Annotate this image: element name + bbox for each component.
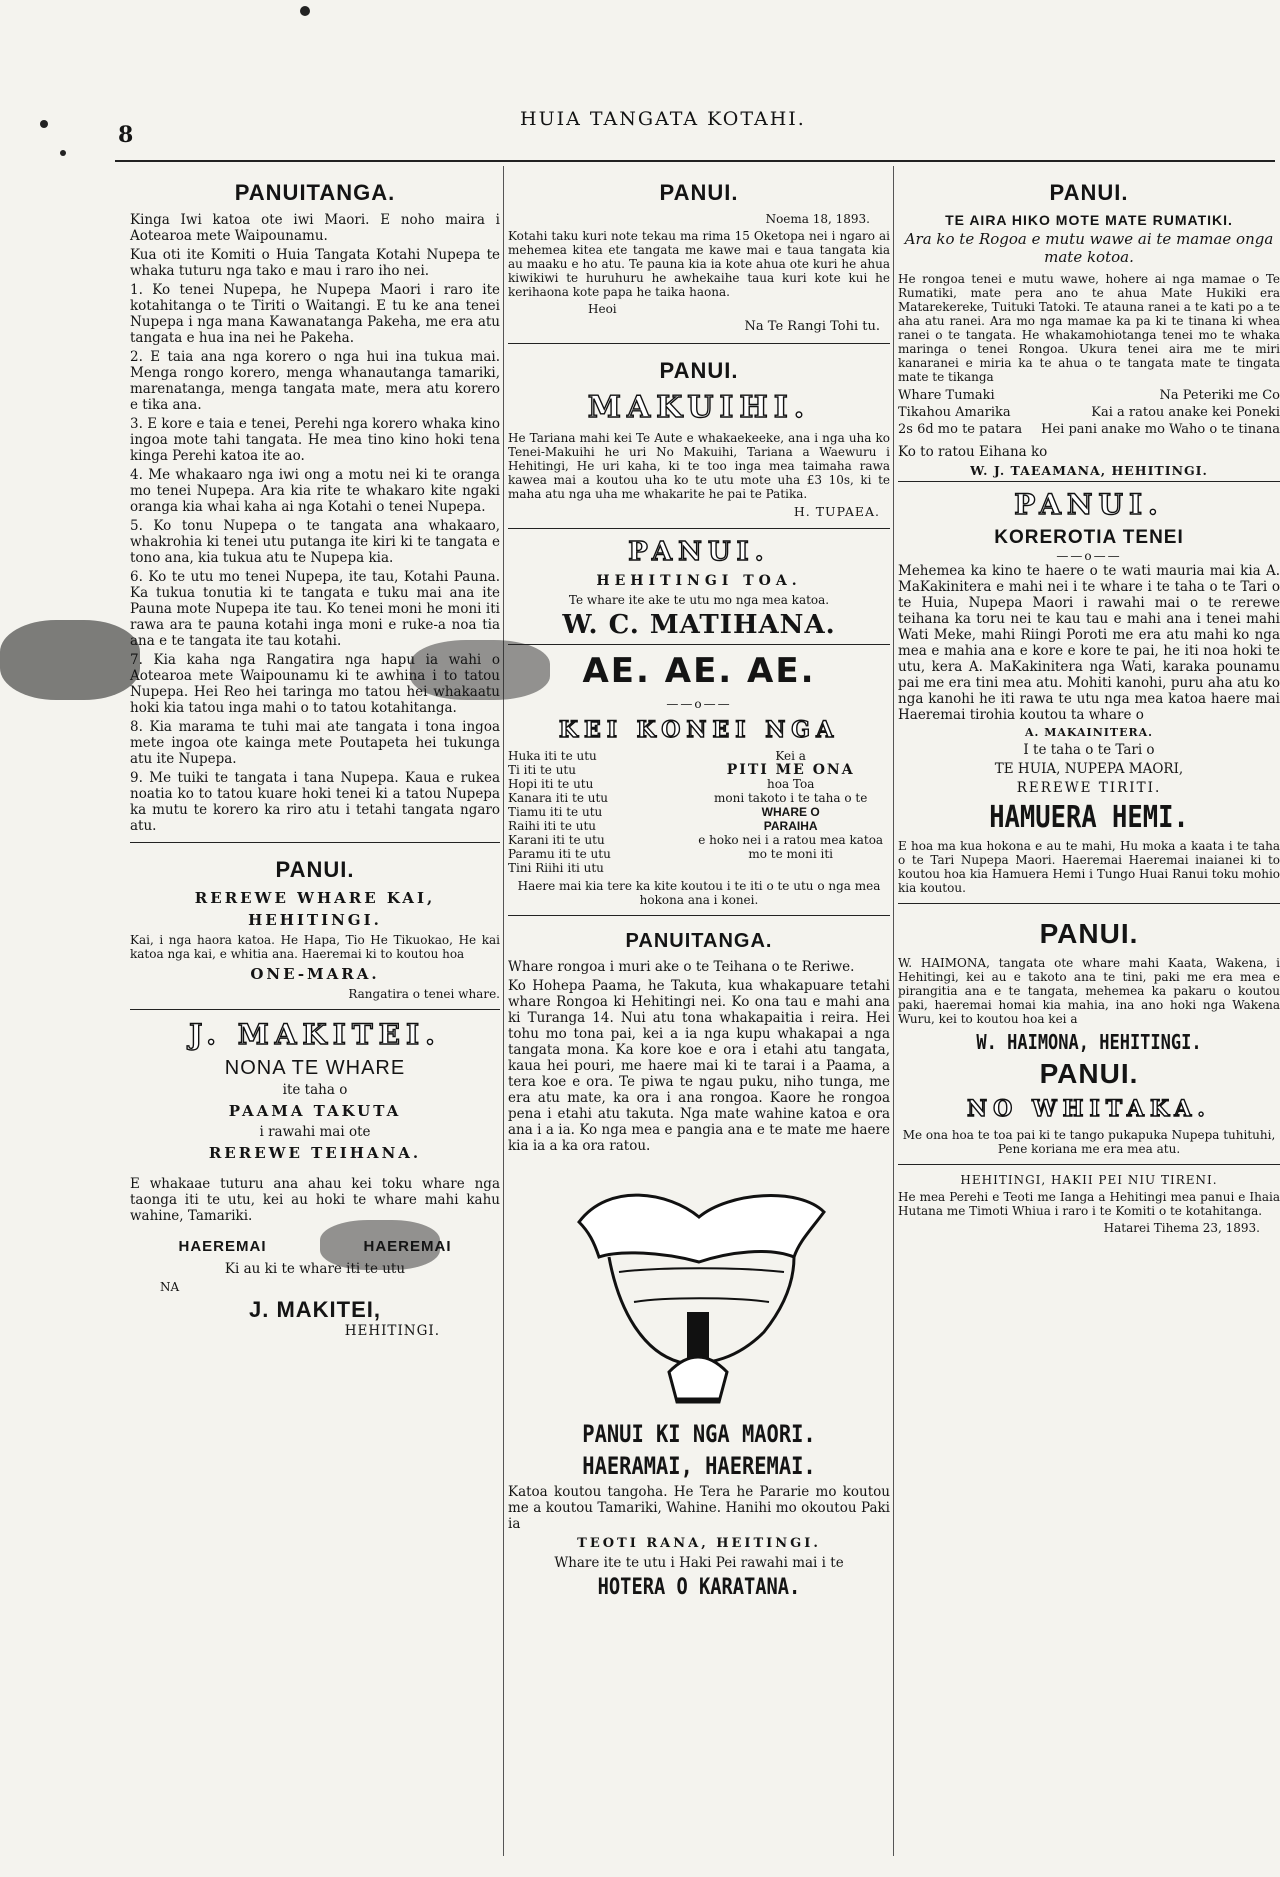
agent-row — [898, 404, 1280, 421]
makitei-na: NA — [160, 1280, 180, 1294]
column-divider-2 — [893, 166, 894, 1856]
panuitanga-item-8: 8. Kia marama te tuhi mai ate tangata i tona ingoa mete ingoa ote kainga mete Poutapeta hei tukunga atu ite Nupepa. — [130, 719, 500, 767]
header-rule — [115, 160, 1275, 162]
imprint-body: He mea Perehi e Teoti me Ianga a Hehitingi mea panui e Ihaia Hutana me Timoti Whiua i raro i te Komiti o te kotahitanga. — [898, 1190, 1280, 1218]
rumatiki-heading: PANUI. — [1049, 180, 1129, 205]
ae-item: Raihi iti te utu — [508, 819, 597, 833]
imprint-date: Hatarei Tihema 23, 1893. — [1103, 1221, 1260, 1235]
divider — [508, 915, 890, 916]
saddle-hotel: HOTERA O KARATANA. — [597, 1575, 801, 1600]
korerotia-body: Mehemea ka kino te haere o te wati mauria mai kia A. MaKakinitera e mahi nei i te whare i te taha o te Tari o te Huia, Nupepa Maori i rawahi mai o te rerewe teihana ka toru nei te kau tau e mahi ana i tenei mahi Wati Meke, mahi Riingi Poroti me era atu mahi ko nga mea e mahia ana e kore e kore te pai, he iti noa hoki te utu, kera A. MaKakinitera nga Wati, karaka pounamu pai me era tini mea atu. Mohiti kanohi, puru aha atu ko nga kanohi he iti rawa te utu nga mea katoa haere mai Haeremai tirohia koutou ta whare o — [898, 563, 1280, 723]
rerewe-place: HEHITINGI. — [248, 911, 382, 929]
ae-items — [508, 749, 691, 875]
saddle-heading: PANUI KI NGA MAORI. — [582, 1420, 816, 1448]
panuitanga-item-4: 4. Me whakaaro nga iwi ong a motu nei ki te oranga mo tenei Nupepa. Ara kia rite te whakaro kite ngaki oranga kia whai kaha ai nga Kotahi o tenei Nupepa. — [130, 467, 500, 515]
running-title: HUIA TANGATA KOTAHI. — [520, 108, 806, 130]
matihana-place: HEHITINGI TOA. — [596, 573, 802, 589]
divider — [508, 343, 890, 344]
korerotia-signature: A. MAKAINITERA. — [1025, 726, 1153, 739]
rerewe-footer: Rangatira o tenei whare. — [348, 987, 500, 1001]
agent-left: Tikahou Amarika — [898, 405, 1011, 420]
dash-ornament: ——o—— — [1056, 549, 1122, 563]
ink-speck — [40, 120, 48, 128]
panuitanga-heading: PANUITANGA. — [234, 180, 396, 205]
rumatiki-title: TE AIRA HIKO MOTE MATE RUMATIKI. — [945, 212, 1233, 228]
makitei-line3: PAAMA TAKUTA — [228, 1102, 402, 1120]
ae-r4: moni takoto i te taha o te — [713, 791, 868, 805]
saddle-illustration — [549, 1162, 849, 1412]
column-3 — [898, 166, 1280, 1238]
makitei-line6: Ki au ki te whare iti te utu — [224, 1261, 406, 1277]
panui-heading: PANUI. — [659, 180, 739, 205]
makitei-line4: i rawahi mai ote — [259, 1124, 371, 1140]
matihana-heading: PANUI. — [628, 537, 770, 567]
ae-r1: Kei a — [775, 749, 806, 763]
column-divider-1 — [503, 166, 504, 1856]
ae-price-list — [508, 749, 890, 875]
panuitanga-item-6: 6. Ko te utu mo tenei Nupepa, ite tau, Kotahi Pauna. Ka tukua tonutia ki te tangata e tuku mai ana ite Pauna mote Nupepa ite tau. Ko tenei moni he moni iti rawa ara te pauna kotahi inga moni e ruke-a noa tia ana e te tangata ite tau kotahi. — [130, 569, 500, 649]
divider — [130, 1009, 500, 1010]
saddle-body: Katoa koutou tangoha. He Tera he Pararie mo koutou me a koutou Tamariki, Wahine. Hanihi mo okoutou Paki ia — [508, 1484, 890, 1532]
makitei-line2: ite taha o — [282, 1082, 348, 1098]
whitaka-heading: PANUI. — [1039, 1058, 1139, 1089]
ae-item: Hopi iti te utu — [508, 777, 594, 791]
ae-r7: e hoko nei i a ratou mea katoa mo te moni iti — [698, 833, 884, 861]
rumatiki-body: He rongoa tenei e mutu wawe, hohere ai nga mamae o Te Rumatiki, mate pera ano te ahua Mate Hukiki era Matarekereke, Tuituki Tatoki. Te atauna ranei a te kati po a te aha atu ranei. Ara mo nga mamae ka pa ki te tinana ki whea ranei o te tangata. He whakamohiotanga tenei mo te whaka maringa o tenei Rongoa. Ukura tenei aira me te miri kanaranei e miria ka te ahua o te tangata mate te tingata mate te tikanga — [898, 272, 1280, 384]
makitei-greet-b: HAEREMAI — [363, 1238, 452, 1255]
agent-row — [898, 387, 1280, 404]
rumatiki-footer: Ko to ratou Eihana ko — [898, 444, 1048, 460]
panuitanga2-heading: PANUITANGA. — [625, 930, 773, 952]
ae-title: AE. AE. AE. — [582, 651, 816, 691]
panuitanga-intro: Kinga Iwi katoa ote iwi Maori. E noho maira i Aotearoa mete Waipounamu. — [130, 212, 500, 244]
panui-date: Noema 18, 1893. — [765, 212, 870, 226]
makitei-body: E whakaae tuturu ana ahau kei toku whare nga taonga iti te utu, kei au hoki te whare mahi kahu wahine, Tamariki. — [130, 1176, 500, 1224]
whitaka-title: NO WHITAKA. — [967, 1096, 1211, 1122]
agent-right: Kai a ratou anake kei Poneki — [1091, 405, 1280, 420]
makitei-signature: J. MAKITEI, — [248, 1297, 381, 1322]
ae-r6: PARAIHA — [763, 819, 818, 833]
rumatiki-signature: W. J. TAEAMANA, HEHITINGI. — [970, 463, 1208, 478]
haimona-body: W. HAIMONA, tangata ote whare mahi Kaata, Wakena, i Hehitingi, kei au e takoto ana te tini, paki me era mea e pirangitia ana e te tangata, mehemea ka pakaru o koutou paki, haeremai homai kia mahia, ina ano hoki nga Wakena Wuru, kei to koutou hoa kei a — [898, 956, 1280, 1026]
saddle-name: TEOTI RANA, HEITINGI. — [577, 1536, 821, 1551]
column-1 — [130, 166, 500, 1342]
ae-item: Ti iti te utu — [508, 763, 576, 777]
ae-item: Karani iti te utu — [508, 833, 605, 847]
panuitanga-item-1: 1. Ko tenei Nupepa, he Nupepa Maori i raro ite kotahitanga o te Tiriti o Waitangi. E tu ke ana tenei Nupepa i nga mana Kawanatanga Pakeha, me era atu tangata e hua ina nei he Pakeha. — [130, 282, 500, 346]
column-2 — [508, 166, 890, 1604]
ink-speck — [60, 150, 66, 156]
haimona-signature: W. HAIMONA, HEHITINGI. — [976, 1030, 1202, 1054]
panuitanga-item-2: 2. E taia ana nga korero o nga hui ina tukua mai. Menga rongo korero, menga whanautanga tamariki, marenatanga, menga tangata mate, mera atu korero e tika ana. — [130, 349, 500, 413]
agent-left: Whare Tumaki — [898, 388, 995, 403]
korerotia-line2: TE HUIA, NUPEPA MAORI, — [994, 761, 1184, 777]
divider — [898, 1164, 1280, 1165]
makitei-place: HEHITINGI. — [344, 1323, 440, 1339]
page-number: 8 — [118, 122, 134, 148]
ae-item: Tini Riihi iti utu — [508, 861, 604, 875]
rerewe-name: ONE-MARA. — [250, 965, 380, 983]
ae-vendor — [691, 749, 890, 875]
ink-speck — [300, 6, 310, 16]
agent-right: Hei pani anake mo Waho o te tinana — [1041, 422, 1280, 437]
imprint-heading: HEHITINGI, HAKII PEI NIU TIRENI. — [960, 1173, 1218, 1187]
panuitanga2-p1: Whare rongoa i muri ake o te Teihana o te Reriwe. — [508, 959, 855, 975]
korerotia-title: KOREROTIA TENEI — [994, 527, 1184, 548]
ae-r5: WHARE O — [761, 805, 820, 819]
makitei-line1: NONA TE WHARE — [224, 1057, 406, 1079]
makuihi-title: MAKUIHI. — [587, 390, 811, 425]
panuitanga-item-3: 3. E kore e taia e tenei, Perehi nga korero whaka kino ingoa mote tahi tangata. He mea tino kino hoki tena kinga Perehi katoa ite ao. — [130, 416, 500, 464]
agent-right: Na Peteriki me Co — [1159, 388, 1280, 403]
ae-subtitle: KEI KONEI NGA — [558, 717, 840, 743]
haimona-heading: PANUI. — [1039, 918, 1139, 949]
divider — [898, 903, 1280, 904]
whitaka-body: Me ona hoa te toa pai ki te tango pukapuka Nupepa tuhituhi, Pene koriana me era mea atu. — [902, 1128, 1276, 1156]
dash-ornament: ——o—— — [666, 697, 732, 711]
agent-left: 2s 6d mo te patara — [898, 422, 1023, 437]
panuitanga-item-5: 5. Ko tonu Nupepa o te tangata ana whakaaro, whakrohia ki tenei utu putanga ite kiri ki te tangata e tono ana, kia tukua atu te Nupepa kia. — [130, 518, 500, 566]
panui-body: Kotahi taku kuri note tekau ma rima 15 Oketopa nei i ngaro ai mehemea kitea ete tangata me kawe mai e taua tangata kia au maaku e ho atu. Te pauna kia ia kote ahua ote kuri he ahua kiwikiwi te huruhuru he awhekaihe taua kuri kote kui he kerihaona kote papa he taika haona. — [508, 229, 890, 299]
rumatiki-subtitle: Ara ko te Rogoa e mutu wawe ai te mamae onga mate kotoa. — [904, 230, 1274, 266]
divider — [130, 842, 500, 843]
korerotia-line3: REREWE TIRITI. — [1016, 780, 1162, 796]
makuihi-signature: H. TUPAEA. — [793, 504, 880, 519]
hemi-name: HAMUERA HEMI. — [989, 800, 1189, 835]
ink-stain — [0, 620, 140, 700]
makitei-greet-a: HAEREMAI — [178, 1238, 267, 1255]
saddle-title: HAERAMAI, HAEREMAI. — [582, 1452, 816, 1480]
matihana-body: Te whare ite ake te utu mo nga mea katoa. — [568, 593, 830, 607]
rerewe-heading: PANUI. — [275, 857, 355, 882]
rerewe-body: Kai, i nga haora katoa. He Hapa, Tio He Tikuokao, He kai katoa nga kai, e whitia ana. Haeremai ki to koutou hoa — [130, 933, 500, 961]
rumatiki-agents — [898, 387, 1280, 438]
panuitanga-item-9: 9. Me tuiki te tangata i tana Nupepa. Kaua e rukea noatia ko to tatou kuare hoki tenei ki a tatou Nupepa ka mutu te korero ka riro atu i tetahi tangata ngaro atu. — [130, 770, 500, 834]
panui-signature: Na Te Rangi Tohi tu. — [744, 319, 880, 334]
korerotia-line1: I te taha o te Tari o — [1023, 742, 1155, 758]
matihana-name: W. C. MATIHANA. — [562, 610, 836, 640]
makuihi-heading: PANUI. — [659, 358, 739, 383]
divider — [508, 644, 890, 645]
divider — [898, 481, 1280, 482]
hemi-body: E hoa ma kua hokona e au te mahi, Hu moka a kaata i te taha o te Tari Nupepa Maori. Haeremai Haeremai inaianei ki to koutou hoa kia Hamuera Hemi i Tungo Huai Ranui toku mohio kia koutou. — [898, 839, 1280, 895]
ae-r3: hoa Toa — [766, 777, 815, 791]
panuitanga-item-7: 7. Kia kaha nga Rangatira nga hapu ia wahi o Aotearoa mete Waipounamu ki te awhina i to tatou Nupepa. Hei Reo hei taringa mo tatou hei whakaatu hoki kia tatou inga mahi o to tatou kotahitanga. — [130, 652, 500, 716]
ae-item: Huka iti te utu — [508, 749, 597, 763]
ae-item: Kanara iti te utu — [508, 791, 609, 805]
rerewe-title: REREWE WHARE KAI, — [194, 889, 436, 907]
ae-r2: PITI ME ONA — [726, 762, 855, 778]
makitei-line5: REREWE TEIHANA. — [208, 1144, 422, 1162]
panuitanga2-p2: Ko Hohepa Paama, he Takuta, kua whakapuare tetahi whare Rongoa ki Hehitingi nei. Ko ona tau e mahi ana ki Turanga 14. Nui atu tona whakapaitia i reira. Hei tohu mo tona pai, kei a ia nga kupu whakapai a nga tangata mona. Ka kore koe e ora i etahi atu tangata, kaua hei pouri, me haere mai ki te tarai i a Paama, a tera koe e ora. Te piwa te ngau puku, niho tunga, me era atu mate, ka ora i ana rongoa. Kaore he rongoa pena i etahi atu takuta. Nga mate wahine katoa e ora ana i a ia. Ko nga mea e pangia ana e te mate me haere kia ia a ka ora ratou. — [508, 978, 890, 1154]
panuitanga-para: Kua oti ite Komiti o Huia Tangata Kotahi Nupepa te whaka tuturu nga tako e mau i raro iho nei. — [130, 247, 500, 279]
saddle-line: Whare ite te utu i Haki Pei rawahi mai i te — [554, 1555, 844, 1571]
agent-row — [898, 421, 1280, 438]
korerotia-heading: PANUI. — [1014, 488, 1164, 521]
ae-item: Tiamu iti te utu — [508, 805, 603, 819]
panui-heoi: Heoi — [588, 302, 617, 316]
makitei-name: J. MAKITEI. — [189, 1018, 441, 1051]
ae-footer: Haere mai kia tere ka kite koutou i te iti o te utu o nga mea hokona ana i konei. — [517, 879, 881, 907]
makuihi-body: He Tariana mahi kei Te Aute e whakaekeeke, ana i nga uha ko Tenei-Makuihi he uri No Makuihi, Tariana a Waewuru i Hehitingi, He uri kaha, ki te too inga mea taimaha rawa kawea mai a koutou uha ko te utu mote uha £3 10s, ki te maha atu nga uha me whakarite he pai te Patika. — [508, 431, 890, 501]
makitei-greeting — [130, 1238, 500, 1255]
divider — [508, 528, 890, 529]
ae-item: Paramu iti te utu — [508, 847, 611, 861]
